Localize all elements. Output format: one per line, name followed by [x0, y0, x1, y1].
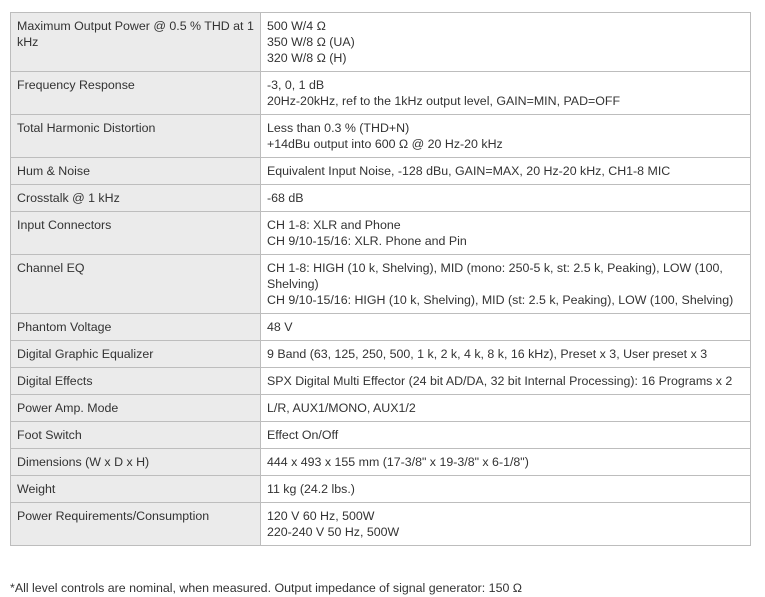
spec-row — [11, 341, 751, 368]
spec-value-line: +14dBu output into 600 Ω @ 20 Hz-20 kHz — [267, 137, 503, 151]
spec-value-line: Less than 0.3 % (THD+N) — [267, 121, 410, 135]
spec-row — [11, 158, 751, 185]
spec-row — [11, 422, 751, 449]
spec-value-line: 48 V — [267, 320, 293, 334]
spec-value — [261, 185, 751, 212]
spec-value — [261, 449, 751, 476]
spec-value-line: 350 W/8 Ω (UA) — [267, 35, 355, 49]
spec-label: Crosstalk @ 1 kHz — [11, 185, 261, 212]
spec-row — [11, 255, 751, 314]
spec-value-line: 444 x 493 x 155 mm (17-3/8" x 19-3/8" x 6-1/8") — [267, 455, 529, 469]
spec-value-line: 11 kg (24.2 lbs.) — [267, 482, 355, 496]
spec-label: Digital Graphic Equalizer — [11, 341, 261, 368]
spec-value-line: CH 1-8: HIGH (10 k, Shelving), MID (mono: 250-5 k, st: 2.5 k, Peaking), LOW (100, Shelving) — [267, 261, 723, 291]
spec-label: Channel EQ — [11, 255, 261, 314]
spec-value-line: CH 9/10-15/16: HIGH (10 k, Shelving), MID (st: 2.5 k, Peaking), LOW (100, Shelving) — [267, 293, 734, 307]
spec-label: Input Connectors — [11, 212, 261, 255]
footnote: *All level controls are nominal, when measured. Output impedance of signal generator: 150 Ω — [10, 581, 523, 595]
spec-value-line: CH 1-8: XLR and Phone — [267, 218, 401, 232]
spec-value — [261, 13, 751, 72]
spec-value — [261, 341, 751, 368]
spec-table-body — [11, 13, 751, 546]
spec-label: Power Requirements/Consumption — [11, 503, 261, 546]
spec-value — [261, 503, 751, 546]
spec-label: Total Harmonic Distortion — [11, 115, 261, 158]
spec-value-line: Equivalent Input Noise, -128 dBu, GAIN=MAX, 20 Hz-20 kHz, CH1-8 MIC — [267, 164, 671, 178]
spec-value-line: SPX Digital Multi Effector (24 bit AD/DA, 32 bit Internal Processing): 16 Programs x 2 — [267, 374, 733, 388]
spec-value-line: L/R, AUX1/MONO, AUX1/2 — [267, 401, 416, 415]
spec-label: Digital Effects — [11, 368, 261, 395]
spec-label: Hum & Noise — [11, 158, 261, 185]
spec-value — [261, 368, 751, 395]
spec-row — [11, 476, 751, 503]
spec-value — [261, 476, 751, 503]
spec-label: Dimensions (W x D x H) — [11, 449, 261, 476]
spec-value — [261, 158, 751, 185]
spec-value — [261, 72, 751, 115]
spec-row — [11, 314, 751, 341]
spec-value — [261, 115, 751, 158]
spec-row — [11, 13, 751, 72]
spec-value-line: 500 W/4 Ω — [267, 19, 326, 33]
spec-value — [261, 255, 751, 314]
spec-value-line: -3, 0, 1 dB — [267, 78, 325, 92]
spec-value-line: 9 Band (63, 125, 250, 500, 1 k, 2 k, 4 k, 8 k, 16 kHz), Preset x 3, User preset x 3 — [267, 347, 708, 361]
spec-value-line: Effect On/Off — [267, 428, 339, 442]
spec-row — [11, 185, 751, 212]
spec-label: Power Amp. Mode — [11, 395, 261, 422]
spec-value-line: 120 V 60 Hz, 500W — [267, 509, 375, 523]
spec-value-line: 320 W/8 Ω (H) — [267, 51, 347, 65]
spec-row — [11, 212, 751, 255]
spec-value-line: 20Hz-20kHz, ref to the 1kHz output level, GAIN=MIN, PAD=OFF — [267, 94, 621, 108]
spec-row — [11, 503, 751, 546]
spec-row — [11, 368, 751, 395]
spec-label: Foot Switch — [11, 422, 261, 449]
spec-table-container — [10, 12, 751, 546]
spec-label: Phantom Voltage — [11, 314, 261, 341]
spec-value-line: CH 9/10-15/16: XLR. Phone and Pin — [267, 234, 467, 248]
spec-value-line: 220-240 V 50 Hz, 500W — [267, 525, 400, 539]
spec-label: Weight — [11, 476, 261, 503]
spec-label: Maximum Output Power @ 0.5 % THD at 1 kHz — [11, 13, 261, 72]
spec-row — [11, 115, 751, 158]
spec-value — [261, 314, 751, 341]
spec-label: Frequency Response — [11, 72, 261, 115]
spec-row — [11, 449, 751, 476]
spec-value — [261, 212, 751, 255]
spec-value — [261, 395, 751, 422]
spec-value-line: -68 dB — [267, 191, 304, 205]
spec-table — [10, 12, 751, 546]
spec-row — [11, 72, 751, 115]
spec-value — [261, 422, 751, 449]
spec-row — [11, 395, 751, 422]
